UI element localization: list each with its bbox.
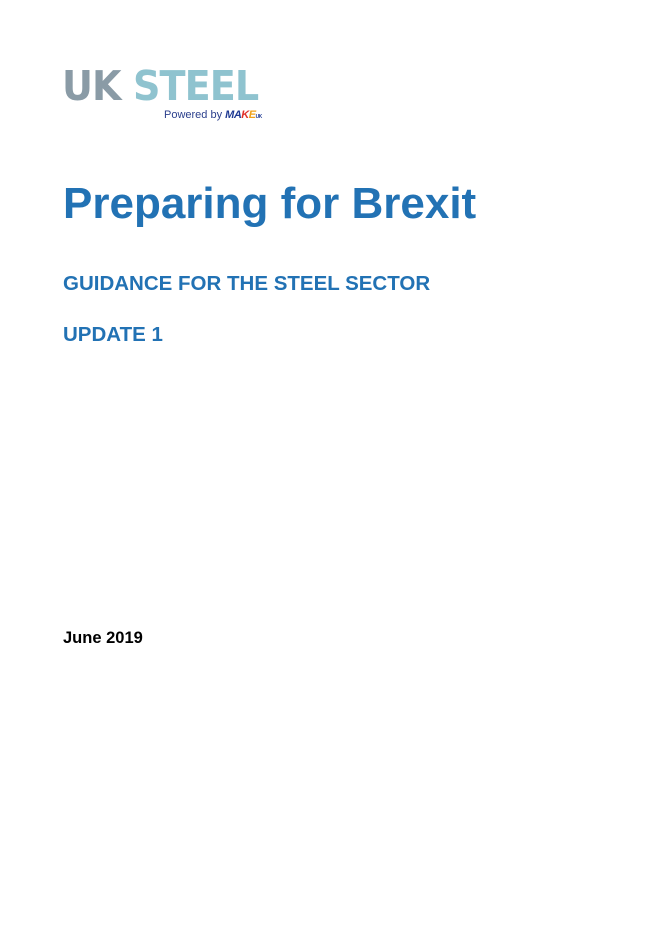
document-title: Preparing for Brexit [63, 179, 477, 228]
make-logo [225, 109, 262, 121]
logo-powered-by: Powered by [164, 109, 223, 121]
logo-tagline [164, 108, 262, 124]
document-update-label: UPDATE 1 [63, 323, 163, 346]
make-logo-k: K [241, 109, 249, 121]
logo-uk-text: UK [62, 62, 121, 110]
document-subtitle: GUIDANCE FOR THE STEEL SECTOR [63, 272, 431, 295]
make-logo-ma: MA [225, 109, 242, 121]
make-logo-uk: UK [255, 114, 262, 120]
uk-steel-logo [62, 64, 262, 124]
logo-wordmark [62, 64, 258, 108]
logo-steel-text: STEEL [133, 62, 259, 110]
document-date: June 2019 [63, 629, 143, 647]
make-logo-e: E [248, 109, 256, 121]
